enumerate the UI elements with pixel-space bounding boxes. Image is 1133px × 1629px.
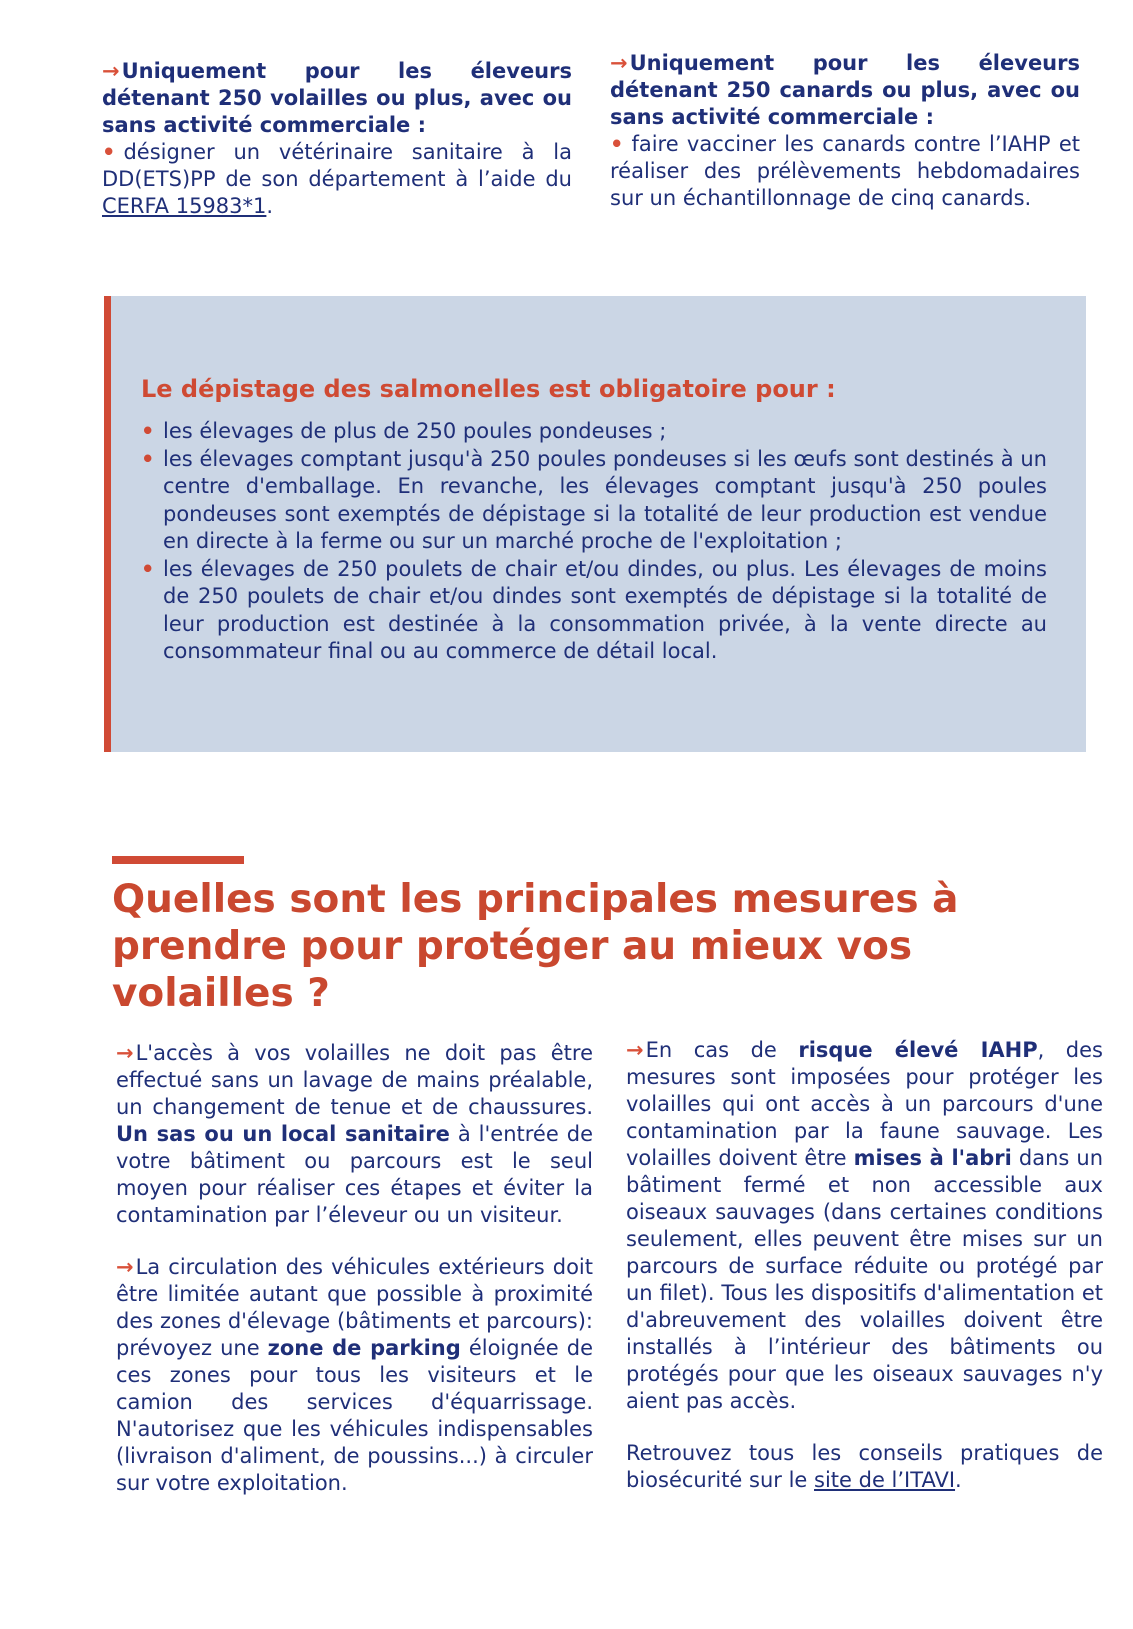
text-emphasis: mises à l'abri: [853, 1146, 1012, 1170]
top-left-heading-text: Uniquement pour les éleveurs détenant 250 volailles ou plus, avec ou sans activité commerciale :: [102, 59, 572, 137]
text-segment: , des mesures sont imposées pour protéger les volailles qui ont accès à un parcours d'une contamination par la faune sauvage. Les volailles doivent être: [626, 1038, 1103, 1170]
list-item: [141, 556, 1047, 666]
text-segment: .: [955, 1468, 962, 1492]
text-emphasis: Un sas ou un local sanitaire: [116, 1122, 450, 1146]
cerfa-link[interactable]: CERFA 15983*1: [102, 194, 267, 218]
top-right-item-text: faire vacciner les canards contre l’IAHP et réaliser des prélèvements hebdomadaires sur un échantillonnage de cinq canards.: [610, 132, 1080, 210]
top-right-section: [610, 50, 1080, 212]
list-item: [141, 446, 1047, 556]
salmonella-list: [141, 418, 1047, 666]
top-left-section: [102, 58, 572, 220]
bullet-icon: •: [141, 556, 155, 581]
bottom-right-section: [626, 1037, 1103, 1519]
text-segment: L'accès à vos volailles ne doit pas être effectué sans un lavage de mains préalable, un changement de tenue et de chaussures.: [116, 1041, 593, 1119]
text-emphasis: risque élevé IAHP: [798, 1038, 1038, 1062]
arrow-right-icon: →: [116, 1255, 134, 1279]
salmonella-info-box: [104, 296, 1086, 752]
text-segment: Retrouvez tous les conseils pratiques de biosécurité sur le: [626, 1441, 1103, 1492]
hygiene-paragraph: [116, 1040, 593, 1229]
list-item-text: les élevages de plus de 250 poules pondeuses ;: [163, 419, 667, 443]
text-emphasis: zone de parking: [267, 1336, 461, 1360]
iahp-paragraph: [626, 1037, 1103, 1415]
list-item-text: les élevages comptant jusqu'à 250 poules pondeuses si les œufs sont destinés à un centre d'emballage. En revanche, les élevages comptant jusqu'à 250 poules pondeuses sont exemptés de dépistage si la totalité de leur production est vendue en directe à la ferme ou sur un marché proche de l'exploitation ;: [163, 446, 1047, 553]
text-segment: à l'entrée de votre bâtiment ou parcours est le seul moyen pour réaliser ces étapes et éviter la contamination par l’éleveur ou un visiteur.: [116, 1122, 593, 1227]
bullet-icon: •: [610, 132, 624, 156]
top-right-heading: [610, 50, 1080, 131]
text-segment: La circulation des véhicules extérieurs doit être limitée autant que possible à proximité des zones d'élevage (bâtiments et parcours): prévoyez une: [116, 1255, 593, 1360]
vehicles-paragraph: [116, 1254, 593, 1497]
text-segment: dans un bâtiment fermé et non accessible aux oiseaux sauvages (dans certaines conditions seulement, elles peuvent être mises sur un parcours de surface réduite ou protégé par un filet). Tous les dispositifs d'alimentation et d'abreuvement des volailles doivent être installés à l’intérieur des bâtiments ou protégés pour que les oiseaux sauvages n'y aient pas accès.: [626, 1146, 1104, 1413]
bullet-icon: •: [141, 446, 155, 471]
list-item-text: les élevages de 250 poulets de chair et/ou dindes, ou plus. Les élevages de moins de 250 poulets de chair et/ou dindes sont exemptés de dépistage si la totalité de leur production est destinée à la consommation privée, à la vente directe au consommateur final ou au commerce de détail local.: [163, 556, 1047, 663]
arrow-right-icon: →: [626, 1038, 644, 1062]
arrow-right-icon: →: [116, 1041, 134, 1065]
itavi-paragraph: [626, 1440, 1103, 1494]
bottom-left-section: [116, 1040, 593, 1522]
text-segment: éloignée de ces zones pour tous les visiteurs et le camion des services d'équarrissage. N'autorisez que les véhicules indispensables (livraison d'aliment, de poussins...) à circuler sur votre exploitation.: [116, 1336, 593, 1495]
bullet-icon: •: [141, 419, 155, 443]
arrow-right-icon: →: [102, 59, 120, 83]
heading-divider: [112, 856, 244, 864]
itavi-link[interactable]: site de l’ITAVI: [814, 1468, 956, 1492]
top-left-heading: [102, 58, 572, 139]
salmonella-title: Le dépistage des salmonelles est obligatoire pour :: [141, 375, 836, 403]
bullet-icon: •: [102, 140, 116, 164]
text-segment: En cas de: [645, 1038, 799, 1062]
top-left-item-end: .: [266, 194, 274, 218]
top-right-item: [610, 131, 1080, 212]
page-title: Quelles sont les principales mesures à prendre pour protéger au mieux vos volailles ?: [112, 877, 959, 1016]
arrow-right-icon: →: [610, 51, 628, 75]
top-left-item: [102, 139, 572, 220]
top-right-heading-text: Uniquement pour les éleveurs détenant 250 canards ou plus, avec ou sans activité commerciale :: [610, 51, 1080, 129]
top-left-item-text: désigner un vétérinaire sanitaire à la DD(ETS)PP de son département à l’aide du: [102, 140, 572, 191]
list-item: [141, 418, 1047, 446]
